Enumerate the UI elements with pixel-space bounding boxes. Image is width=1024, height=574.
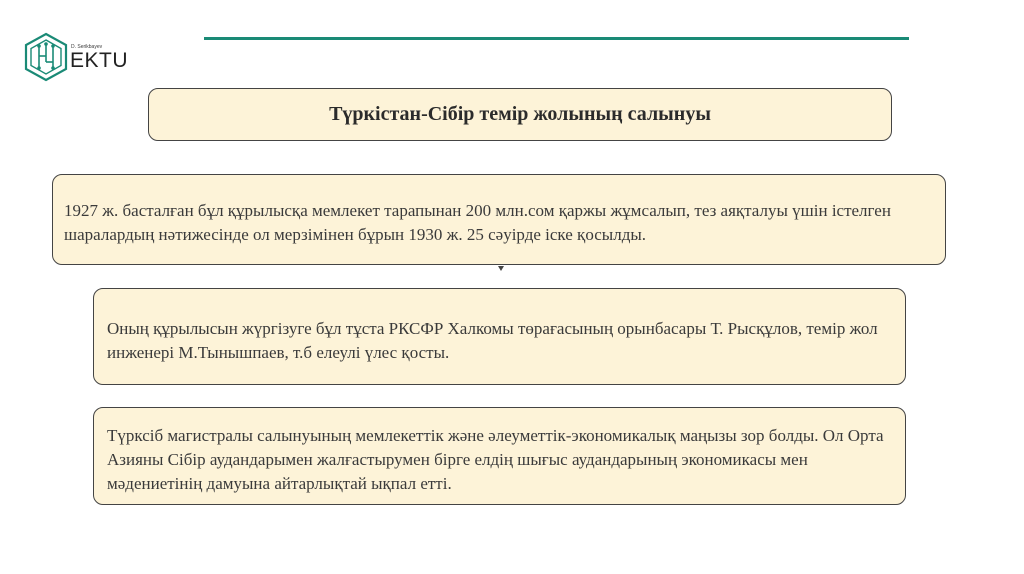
text-block-construction xyxy=(52,174,946,265)
text-block-significance xyxy=(93,407,906,505)
logo-wordmark: EKTU xyxy=(70,49,129,72)
block-text: Түрксіб магистралы салынуының мемлекеттік және әлеуметтік-экономикалық маңызы зор болды. Ол Орта Азияны Сібір аудандарымен жалғастырумен бірге елдің шығыс аудандарының экономикасы мен мәдениетінің дамуына айтарлықтай ықпал етті. xyxy=(107,426,884,493)
circuit-shield-icon xyxy=(22,32,70,82)
title-panel xyxy=(148,88,892,141)
connector-marker xyxy=(498,266,504,271)
header-divider xyxy=(204,37,909,40)
logo-caption: D. Serikbayev xyxy=(71,44,103,50)
slide-title: Түркістан-Сібір темір жолының салынуы xyxy=(329,103,711,125)
text-block-contributors xyxy=(93,288,906,385)
university-logo xyxy=(22,32,132,86)
block-text: Оның құрылысын жүргізуге бұл тұста РКСФР Халкомы төрағасының орынбасары Т. Рысқұлов, темір жол инженері М.Тынышпаев, т.б елеулі үлес қосты. xyxy=(107,319,878,362)
block-text: 1927 ж. басталған бұл құрылысқа мемлекет тарапынан 200 млн.сом қаржы жұмсалып, тез аяқталуы үшін істелген шаралардың нәтижесінде ол мерзімінен бұрын 1930 ж. 25 сәуірде іске қосылды. xyxy=(64,201,891,244)
